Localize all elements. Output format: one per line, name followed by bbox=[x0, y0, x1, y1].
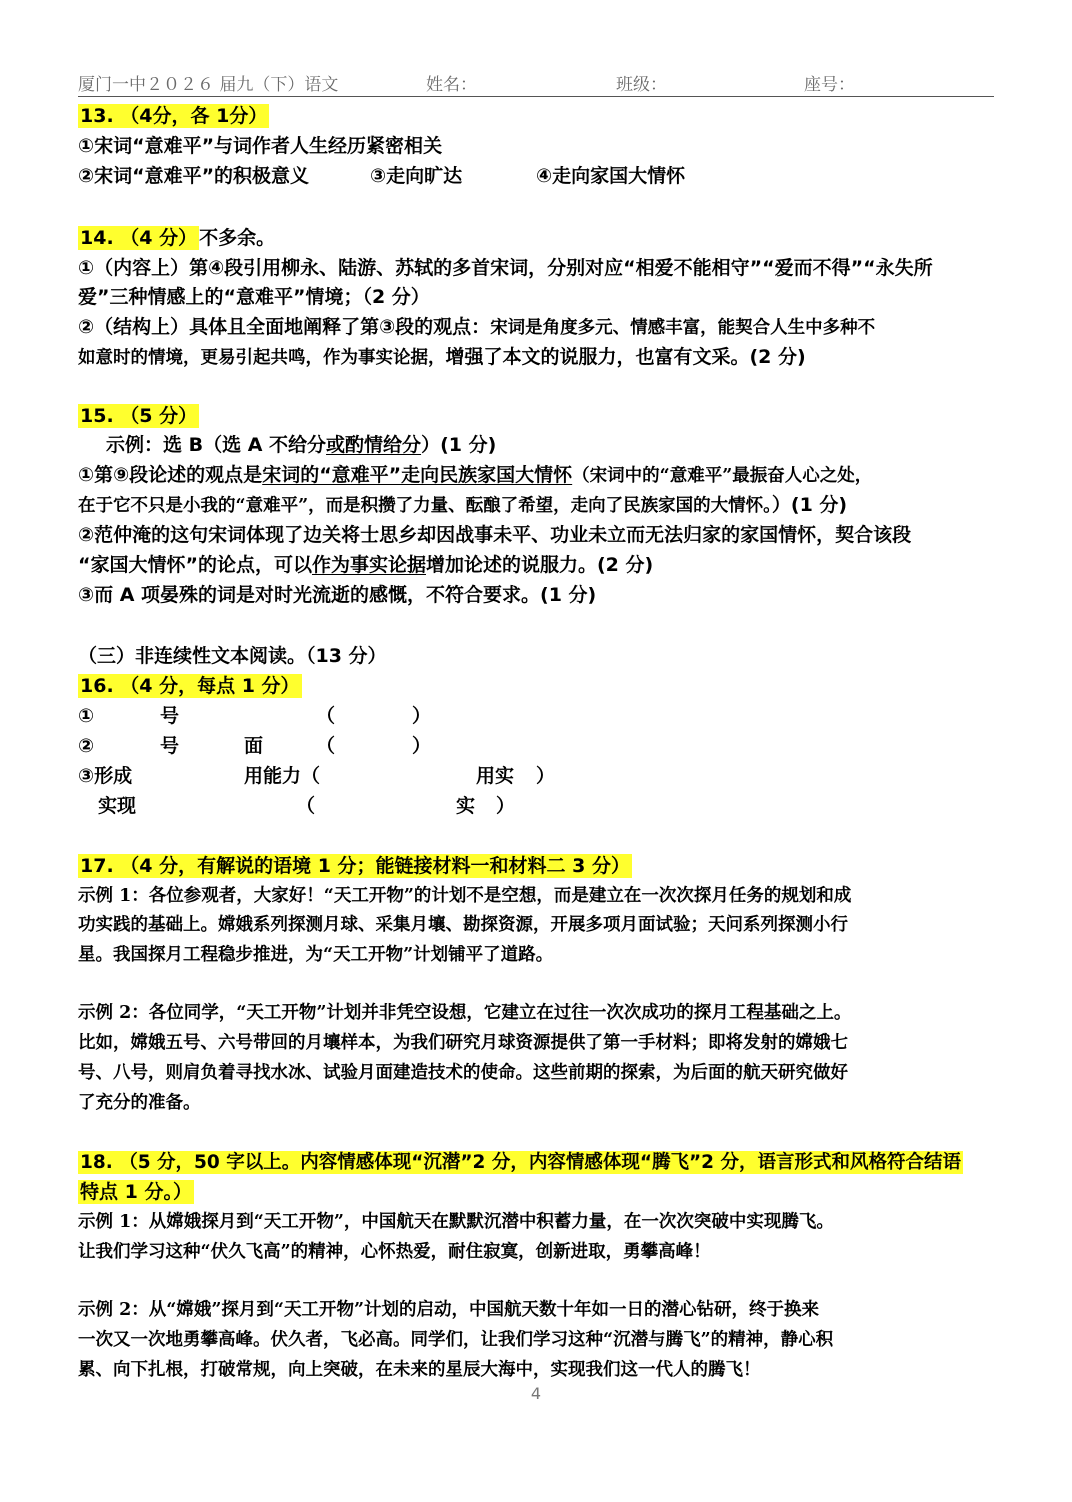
q13-title-line bbox=[78, 102, 269, 130]
q17-example2-line2: 比如，嫦娥五号、六号带回的月壤样本，为我们研究月球资源提供了第一手材料；即将发射的嫦娥七 bbox=[78, 1033, 848, 1053]
q15-line2: 在于它不只是小我的“意难平”，而是积攒了力量、酝酿了希望，走向了民族家国的大情怀。）(1 分) bbox=[78, 494, 848, 516]
q17-example1-line1: 示例 1：各位参观者，大家好！“天工开物”的计划不是空想，而是建立在一次次探月任务的规划和成 bbox=[78, 886, 852, 906]
page-header bbox=[78, 74, 994, 97]
q18-example1-line2: 让我们学习这种“伏久飞高”的精神，心怀热爱，耐住寂寞，创新进取，勇攀高峰！ bbox=[78, 1242, 711, 1262]
q17-example2-line4: 了充分的准备。 bbox=[78, 1093, 201, 1113]
school-title: 厦门一中２０２６ 届九（下）语文 bbox=[78, 75, 339, 95]
q17-title-line bbox=[78, 852, 632, 880]
q17-example1-line2: 功实践的基础上。嫦娥系列探测月球、采集月壤、勘探资源，开展多项月面试验；天问系列探测小行 bbox=[78, 915, 848, 935]
q17-example1-line3: 星。我国探月工程稳步推进，为“天工开物”计划铺平了道路。 bbox=[78, 945, 554, 965]
q18-title-part1: 18. （5 分，50 字以上。内容情感体现“沉潜”2 分，内容情感体现“腾飞”2 分，语言形式和风格符合结语 bbox=[80, 1152, 961, 1173]
name-label: 姓名： bbox=[426, 75, 477, 95]
q13-point4: ④走向家国大情怀 bbox=[536, 165, 686, 187]
q18-example2-line1: 示例 2：从“嫦娥”探月到“天工开物”计划的启动，中国航天数十年如一日的潜心钻研，终于换来 bbox=[78, 1300, 820, 1320]
page-number: 4 bbox=[530, 1384, 542, 1403]
q13-line2 bbox=[78, 162, 686, 190]
q17-title: 17. （4 分，有解说的语境 1 分；能链接材料一和材料二 3 分） bbox=[80, 855, 631, 877]
q16-row4: 实现 （ 实 ） bbox=[98, 795, 516, 817]
q18-example2-line3: 累、向下扎根，打破常规，向上突破，在未来的星辰大海中，实现我们这一代人的腾飞！ bbox=[78, 1360, 761, 1380]
q15-line5: ③而 A 项晏殊的词是对时光流逝的感慨，不符合要求。(1 分) bbox=[78, 584, 597, 606]
q18-title-line1 bbox=[78, 1149, 963, 1177]
q15-title: 15. （5 分） bbox=[80, 405, 198, 427]
q14-title-line bbox=[78, 224, 275, 252]
q17-example2-line1: 示例 2：各位同学，“天工开物”计划并非凭空设想，它建立在过往一次次成功的探月工程基础之上。 bbox=[78, 1003, 852, 1023]
q15-example: 示例：选 B（选 A 不给分或酌情给分）(1 分) bbox=[106, 434, 497, 456]
q13-title: 13. （4分，各 1分） bbox=[80, 105, 268, 127]
q15-line1: ①第⑨段论述的观点是宋词的“意难平”走向民族家国大情怀（宋词中的“意难平”最振奋人心之处， bbox=[78, 464, 873, 486]
q16-row3: ③形成 用能力（ 用实 ） bbox=[78, 765, 556, 787]
q18-title-line2 bbox=[78, 1178, 194, 1206]
q14-title: 14. （4 分） bbox=[80, 227, 198, 249]
q18-example1-line1: 示例 1：从嫦娥探月到“天工开物”，中国航天在默默沉潜中积蓄力量，在一次次突破中实现腾飞。 bbox=[78, 1212, 834, 1232]
q16-title-line bbox=[78, 672, 302, 700]
q15-title-line bbox=[78, 402, 199, 430]
q18-example2-line2: 一次又一次地勇攀高峰。伏久者，飞必高。同学们，让我们学习这种“沉潜与腾飞”的精神，静心积 bbox=[78, 1330, 834, 1350]
class-label: 班级： bbox=[616, 75, 667, 95]
q14-line1: ①（内容上）第④段引用柳永、陆游、苏轼的多首宋词，分别对应“相爱不能相守”“爱而不得”“永失所 bbox=[78, 257, 933, 279]
q18-title-part2: 特点 1 分。） bbox=[80, 1181, 192, 1203]
seat-label: 座号： bbox=[804, 75, 855, 95]
q14-answer: 不多余。 bbox=[199, 227, 276, 249]
q15-line4: “家国大情怀”的论点，可以作为事实论据增加论述的说服力。(2 分) bbox=[78, 554, 654, 576]
section3-title: （三）非连续性文本阅读。（13 分） bbox=[78, 645, 387, 667]
q14-line3: ②（结构上）具体且全面地阐释了第③段的观点：宋词是角度多元、情感丰富，能契合人生中多种不 bbox=[78, 316, 876, 338]
q16-row1: ① 号 （ ） bbox=[78, 705, 432, 727]
q13-line1: ①宋词“意难平”与词作者人生经历紧密相关 bbox=[78, 135, 443, 157]
q15-line3: ②范仲淹的这句宋词体现了边关将士思乡却因战事未平、功业未立而无法归家的家国情怀，契合该段 bbox=[78, 524, 912, 546]
q14-line4: 如意时的情境，更易引起共鸣，作为事实论据，增强了本文的说服力，也富有文采。(2 分) bbox=[78, 346, 806, 368]
q13-point3: ③走向旷达 bbox=[370, 165, 463, 187]
q16-title: 16. （4 分，每点 1 分） bbox=[80, 675, 300, 697]
q17-example2-line3: 号、八号，则肩负着寻找水冰、试验月面建造技术的使命。这些前期的探索，为后面的航天研究做好 bbox=[78, 1063, 848, 1083]
q16-row2: ② 号 面 （ ） bbox=[78, 735, 432, 757]
q14-line2: 爱”三种情感上的“意难平”情境；（2 分） bbox=[78, 286, 430, 308]
q13-point2: ②宋词“意难平”的积极意义 bbox=[78, 165, 310, 187]
